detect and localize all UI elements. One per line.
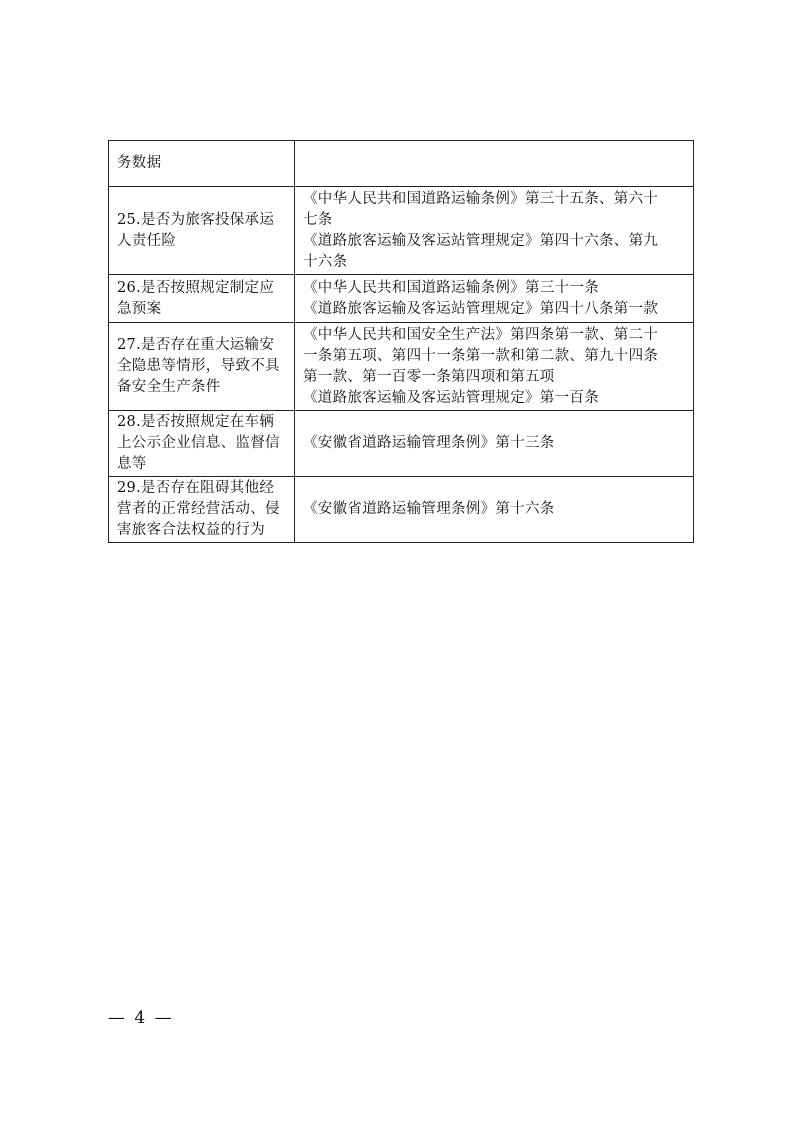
legal-basis-text: 《中华人民共和国安全生产法》第四条第一款、第二十 (303, 326, 659, 343)
check-item-cell (109, 275, 295, 323)
check-item-text: 人责任险 (117, 232, 177, 249)
legal-basis-text: 一条第五项、第四十一条第一款和第二款、第九十四条 (303, 347, 659, 364)
legal-basis-cell (295, 477, 694, 543)
table-row (109, 477, 694, 543)
check-item-cell (109, 187, 295, 275)
table-row (109, 275, 694, 323)
table-row (109, 411, 694, 477)
table-row (109, 141, 694, 187)
legal-basis-text: 十六条 (303, 253, 348, 270)
legal-basis-text: 《安徽省道路运输管理条例》第十三条 (303, 435, 555, 451)
check-item-cell (109, 141, 295, 187)
check-item-text: 备安全生产条件 (117, 379, 221, 395)
check-item-text: 25.是否为旅客投保承运 (117, 211, 275, 228)
check-item-text: 29.是否存在阻碍其他经 (117, 480, 275, 496)
legal-basis-cell (295, 275, 694, 323)
legal-basis-text: 七条 (303, 211, 333, 228)
legal-basis-text: 《道路旅客运输及客运站管理规定》第四十六条、第九 (303, 232, 659, 249)
page-number: — 4 — (108, 1008, 174, 1028)
legal-basis-text: 第一款、第一百零一条第四项和第五项 (303, 368, 555, 385)
legal-basis-text: 《中华人民共和国道路运输条例》第三十五条、第六十 (303, 190, 659, 207)
legal-basis-text: 《中华人民共和国道路运输条例》第三十一条 (303, 279, 599, 296)
check-item-text: 务数据 (117, 155, 162, 171)
check-item-text: 全隐患等情形，导致不具 (117, 358, 280, 374)
check-item-cell (109, 323, 295, 411)
inspection-table (108, 140, 694, 543)
legal-basis-cell (295, 141, 694, 187)
legal-basis-cell (295, 323, 694, 411)
check-item-text: 息等 (117, 456, 147, 472)
check-item-text: 27.是否存在重大运输安 (117, 337, 275, 353)
legal-basis-cell (295, 411, 694, 477)
table-row (109, 323, 694, 411)
check-item-text: 26.是否按照规定制定应 (117, 279, 275, 296)
legal-basis-text: 《道路旅客运输及客运站管理规定》第四十八条第一款 (303, 300, 659, 317)
check-item-text: 上公示企业信息、监督信 (117, 435, 280, 451)
check-item-text: 急预案 (117, 300, 162, 317)
check-item-text: 害旅客合法权益的行为 (117, 522, 265, 538)
legal-basis-text: 《安徽省道路运输管理条例》第十六条 (303, 501, 555, 517)
table-row (109, 187, 694, 275)
check-item-cell (109, 411, 295, 477)
check-item-text: 28.是否按照规定在车辆 (117, 414, 275, 430)
legal-basis-text: 《道路旅客运输及客运站管理规定》第一百条 (303, 389, 599, 406)
legal-basis-cell (295, 187, 694, 275)
check-item-text: 营者的正常经营活动、侵 (117, 501, 280, 517)
check-item-cell (109, 477, 295, 543)
